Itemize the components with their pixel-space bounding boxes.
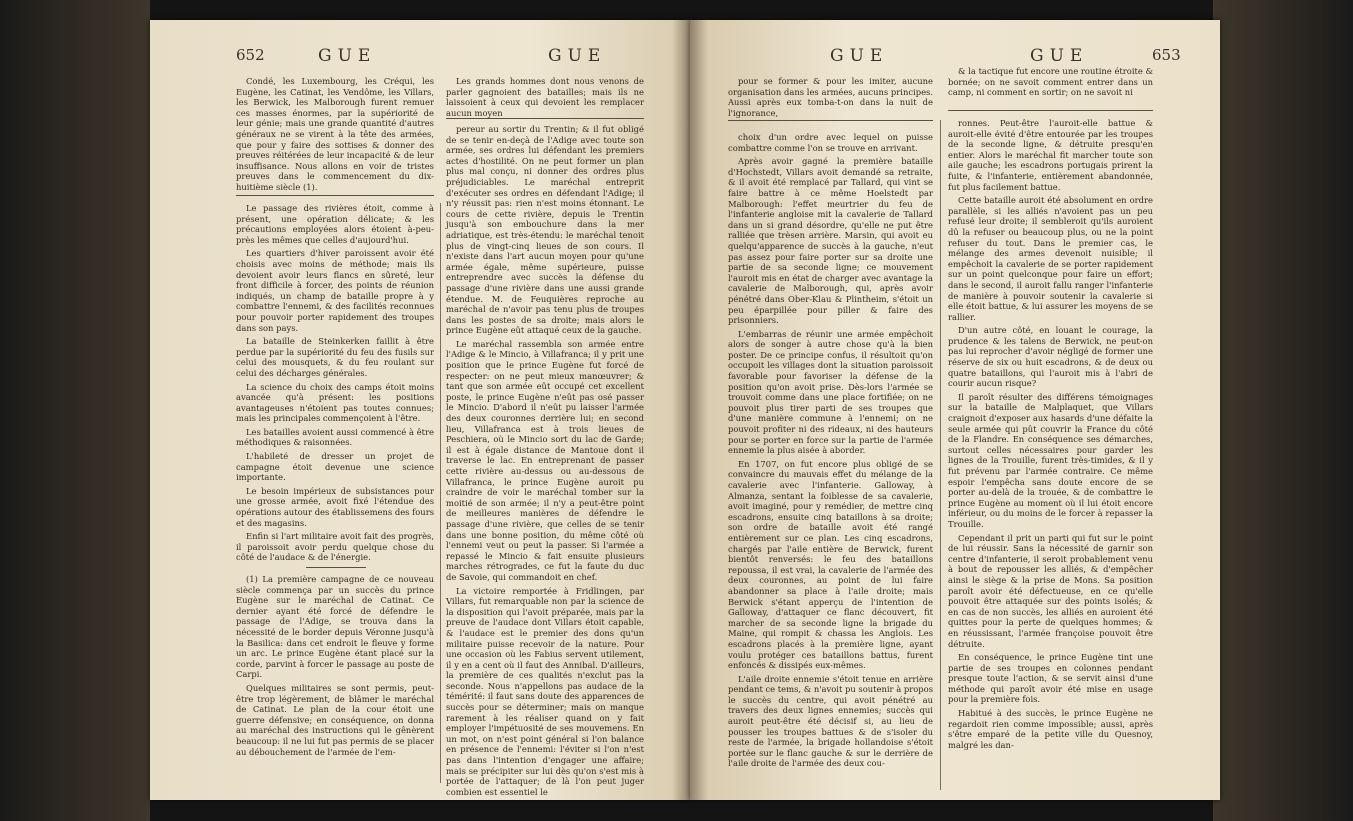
paragraph: choix d'un ordre avec lequel on puisse combattre comme l'on se trouve en arrivant. [728,132,933,153]
page-number: 653 [1152,46,1181,64]
column-divider [440,203,441,783]
left-page-edges [0,0,150,821]
section-rule [728,120,933,121]
paragraph: Il paroît résulter des différens témoignages sur la bataille de Malplaquet, que Villars craignoit d'exposer aux hasards d'une défaite la seule armée qui pût couvrir la France du côté de la Flandre. En conséquence ses démarches, surtout celles nécessaires pour garder les lignes de la Trouille, furent très-timides, & il y fut prévenu par l'armée contraire. Ce même espoir l'empêcha sans doute encore de se porter au-delà de la trouée, & de combattre le prince Eugène au moment où il lui étoit encore inférieur, ou du moins de le forcer à repasser la Trouille. [948,391,1153,529]
running-head: GUE [1030,46,1089,66]
paragraph: Le besoin impérieux de subsistances pour une grosse armée, avoit fixé l'étendue des opérations autour des établissemens des fours et des magasins. [236,485,434,528]
column-top-right [446,76,644,116]
paragraph: Le passage des rivières étoit, comme à présent, une opération délicate; & les précautions employées alors étoient à-peu-près les mêmes que celles d'aujourd'hui. [236,203,434,245]
paragraph: Après avoir gagné la première bataille d'Hochstedt, Villars avoit demandé sa retraite, & il avoit été remplacé par Tallard, qui vint se faire battre à ce même Hoelstedt par Malborough: l'effet meurtrier du feu de l'infanterie angloise mit la cavalerie de Tallard dans un si grand désordre, qu'elle ne put être ralliée que trèsen arrière. Marsin, qui avoit eu quelqu'apparence de succès à la gauche, n'eut pas assez pour faire porter sur sa droite une partie de sa seconde ligne; ce mouvement l'auroit mis en état de charger avec avantage la cavalerie de Malborough, qui, après avoir pénétré dans Ober-Klau & Plintheim, s'étoit un peu éparpillée pour piller & faire des prisonniers. [728,156,933,326]
footnote: Quelques militaires se sont permis, peut-être trop légèrement, de blâmer le maréchal de Catinat. Le plan de la cour étoit une guerre défensive; en conséquence, on donna au maréchal des instructions qui le gênèrent beaucoup: il ne lui fut pas permis de se placer au débouchement de l'armée de l'em- [236,682,434,757]
paragraph: Les batailles avoient aussi commencé à être méthodiques & raisonnées. [236,426,434,448]
paragraph: La victoire remportée à Fridlingen, par Villars, fut remarquable non par la science de la disposition qui l'avoit préparée, mais par la preuve de l'audace dont Villars étoit capable, & l'audace est le premier des dons qu'un militaire puisse recevoir de la nature. Pour une occasion où les Fabius servent utilement, il y en a cent où il faut des Annibal. D'ailleurs, la première de ces qualités n'exclut pas la seconde. Nous n'appellons pas audace de la témérité: il faut sans doute des apparences de succès pour se déterminer; mais on manque rarement à les réaliser quand on y fait employer l'impétuosité de ses mouvemens. En un mot, on n'est point général si l'on balance en présence de l'ennemi: l'éviter si l'on n'est pas dans l'intention d'engager une affaire; mais se précipiter sur lui dès qu'on s'est mis à portée de l'attaquer; de là l'on peut juger combien est essentiel le [446,585,644,797]
right-page [690,20,1220,800]
column-top-left [728,76,933,118]
footnote: (1) La première campagne de ce nouveau siècle commença par un succès du prince Eugène sur le maréchal de Catinat. Ce dernier ayant été forcé de défendre le passage de l'Adige, se trouva dans la nécessité de le border depuis Véronne jusqu'à la Basilica: dans cet endroit le fleuve y forme un arc. Le prince Eugène étant placé sur la corde, parvint à forcer le passage au poste de Carpi. [236,574,434,680]
paragraph: En 1707, on fut encore plus obligé de se convaincre du mauvais effet du mélange de la cavalerie avec l'infanterie. Galloway, à Almanza, sentant la foiblesse de sa cavalerie, avoit imaginé, pour y remédier, de mettre cinq escadrons, ensuite cinq bataillons à sa droite; son ordre de bataille avoit été rangé entièrement sur ce plan. Les cinq escadrons, chargés par l'aile entière de Berwick, furent bientôt renversés: le feu des bataillons repoussa, il est vrai, la cavalerie de l'armée des deux couronnes, au point de lui faire abandonner sa place à l'aile droite; mais Berwick s'étant apperçu de l'intention de Galloway, d'attaquer ce flanc découvert, fit marcher de sa seconde ligne la brigade du Maine, qui rompit & chassa les Anglois. Les escadrons placés à la première ligne, ayant voulu protéger ces bataillons battus, furent enfoncés & dissipés eux-mêmes. [728,458,933,671]
column-right [948,118,1153,794]
column-top-left [236,76,434,192]
paragraph: La science du choix des camps étoit moins avancée qu'à présent: les positions avantageuses n'étoient pas toutes connues; mais les principales commençoient à l'être. [236,381,434,424]
paragraph: & la tactique fut encore une routine étroite & bornée; on ne savoit comment entrer dans un camp, ni comment en sortir; on ne savoit ni [948,66,1153,98]
section-rule [446,118,644,119]
left-page [150,20,690,800]
paragraph: L'aile droite ennemie s'étoit tenue en arrière pendant ce tems, & n'avoit pu soutenir à propos le succès du centre, qui avoit pénétré au travers des deux lignes ennemies; succès qui auroit peut-être été décisif si, au lieu de pousser les troupes battues & de s'isoler du reste de l'armée, la brigade hollandoise s'étoit portée sur le flanc gauche & sur le derrière de l'aile droite de l'armée des deux cou- [728,673,933,769]
paragraph: L'habileté de dresser un projet de campagne étoit devenue une science importante. [236,451,434,483]
paragraph: Habitué à des succès, le prince Eugène ne regardoit rien comme impossible; aussi, après s'être emparé de la petite ville du Quesnoy, malgré les dan- [948,708,1153,750]
column-right [446,124,644,797]
paragraph: Cette bataille auroit été absolument en ordre parallèle, si les alliés n'avoient pas un peu refusé leur droite; il sembleroit qu'ils auroient dû la refuser ou beaucoup plus, ou ne la point refuser du tout. Dans le premier cas, le mélange des armes devenoit nuisible; il empêchoit la cavalerie de se porter rapidement sur un point quelconque pour faire un effort; dans le second, il auroit fallu ranger l'infanterie de manière à pouvoir soutenir la cavalerie si elle étoit battue, & lui assurer les moyens de se rallier. [948,195,1153,322]
paragraph: pereur au sortir du Trentin; & il fut obligé de se tenir en-deçà de l'Adige avec toute son armée, ses ordres lui défendant les premiers actes d'hostilité. On ne peut former un plan plus mal conçu, ni donner des ordres plus préjudiciables. Le maréchal entreprit d'exécuter ses ordres en défendant l'Adige; il n'y réussit pas: rien n'est moins étonnant. Le cours de cette rivière, depuis le Trentin jusqu'à son embouchure dans la mer adriatique, est très-étendu: le maréchal tenoit plus de vingt-cinq lieues de son cours. Il n'existe dans l'art aucun moyen pour qu'une armée égale, même supérieure, puisse entreprendre avec succès la défense du passage d'une rivière dans une aussi grande étendue. M. de Feuquières reproche au maréchal de n'avoir pas tenu plus de troupes dans les postes de sa droite; mais alors le prince Eugène eût attaqué ceux de la gauche. [446,124,644,336]
paragraph: L'embarras de réunir une armée empêchoit alors de songer à autre chose qu'à la bien poster. De ce principe confus, il résultoit qu'on occupoit les villages dont la situation paroissoit favorable pour favoriser la défense de la position qu'on avoit prise. Dès-lors l'armée se trouvoit comme dans une place fortifiée; on ne pouvoit plus tirer parti de ses troupes que d'une manière commune à l'ennemi; on ne pouvoit profiter ni des rideaux, ni des hauteurs pour se porter en force sur la partie de l'armée ennemie la plus aisée à aborder. [728,328,933,456]
running-head: GUE [548,46,607,66]
paragraph: Condé, les Luxembourg, les Créqui, les Eugène, les Catinat, les Vendôme, les Villars, les Berwick, les Malborough furent remuer ces masses énormes, par la supériorité de leur génie; mais une grande quantité d'autres généraux ne se virent à la tête des armées, que pour y faire des sottises & donner des preuves réitérées de leur incapacité & de leur insuffisance. Nous allons en voir de tristes preuves dans le commencement du dix-huitième siècle (1). [236,76,434,192]
paragraph: D'un autre côté, en louant le courage, la prudence & les talens de Berwick, ne peut-on pas lui reprocher d'avoir négligé de former une réserve de six ou huit escadrons, & de deux ou quatre bataillons, qui l'auroit mis à l'abri de courir aucun risque? [948,325,1153,389]
paragraph: ronnes. Peut-être l'auroit-elle battue & auroit-elle évité d'être entourée par les troupes de la seconde ligne, & détruite presqu'en entier. Alors le maréchal fit marcher toute son aile gauche; les escadrons portugais prirent la fuite, & l'infanterie, entièrement abandonnée, fut plus facilement battue. [948,118,1153,192]
paragraph: La bataille de Steinkerken faillit à être perdue par la supériorité du feu des fusils sur celui des mousquets, & du feu roulant sur celui des décharges générales. [236,336,434,378]
section-rule [236,195,434,196]
book-gutter [672,20,708,800]
column-left [728,132,933,794]
column-divider [940,120,941,790]
paragraph: pour se former & pour les imiter, aucune organisation dans les armées, aucuns principes. Aussi après eux tomba-t-on dans la nuit de l'ignorance, [728,76,933,118]
paragraph: En conséquence, le prince Eugène tint une partie de ses troupes en colonnes pendant presque toute l'action, & se servit ainsi d'une méthode qui paroît avoir été mise en usage pour la première fois. [948,652,1153,705]
paragraph: Le maréchal rassembla son armée entre l'Adige & le Mincio, à Villafranca; il y prit une position que le prince Eugène fut forcé de respecter: on ne peut mieux manœuvrer; & tant que son armée eût occupé cet excellent poste, le prince Eugène n'eût pas osé passer le Mincio. D'abord il n'eût pu laisser l'armée des deux couronnes derrière lui; en second lieu, Villafranca est à trois lieues de Peschiera, où le Mincio sort du lac de Garde; il est à égale distance de Mantoue dont il traverse le lac. En entreprenant de passer cette rivière au-dessus ou au-dessous de Villafranca, le prince Eugène auroit pu craindre de voir le maréchal tomber sur la moitié de son armée; il n'y a peut-être point de meilleures manières de défendre le passage d'une rivière, que celles de se tenir dans une bonne position, du même côté où l'ennemi veut ou peut la passer. Si l'armée a repassé le Mincio & fait ensuite plusieurs marches rétrogrades, ce fut la faute du duc de Savoie, qui commandoit en chef. [446,338,644,582]
running-head: GUE [318,46,377,66]
section-rule [948,110,1153,111]
paragraph: Enfin si l'art militaire avoit fait des progrès, il paroissoit avoir perdu quelque chose du côté de l'audace & de l'énergie. [236,531,434,563]
page-number: 652 [236,46,265,64]
paragraph: Les grands hommes dont nous venons de parler gagnoient des batailles; mais ils ne laissoient à ceux qui devoient les remplacer aucun moyen [446,76,644,118]
footnote-rule [306,567,366,568]
column-left [236,203,434,793]
right-page-edges [1213,0,1353,821]
column-top-right [948,66,1153,108]
paragraph: Les quartiers d'hiver paroissent avoir été choisis avec moins de méthode; mais ils devoient avoir leurs flancs en sûreté, leur front difficile à forcer, des points de réunion indiqués, un champ de bataille propre à y combattre l'ennemi, & des facilités reconnues pour pouvoir porter rapidement des troupes dans son pays. [236,248,434,333]
running-head: GUE [830,46,889,66]
paragraph: Cependant il prit un parti qui fut sur le point de lui réussir. Sans la nécessité de garnir son centre d'infanterie, il seroit probablement venu à bout de repousser les alliés, & d'empêcher ainsi le siège & la prise de Mons. Sa position paroît avoir été défectueuse, en ce qu'elle pouvoit être attaquée sur des points isolés; & en cas de non succès, les alliés en auroient été quittes pour la perte de quelques hommes; & en réussissant, l'armée françoise pouvoit être détruite. [948,532,1153,649]
